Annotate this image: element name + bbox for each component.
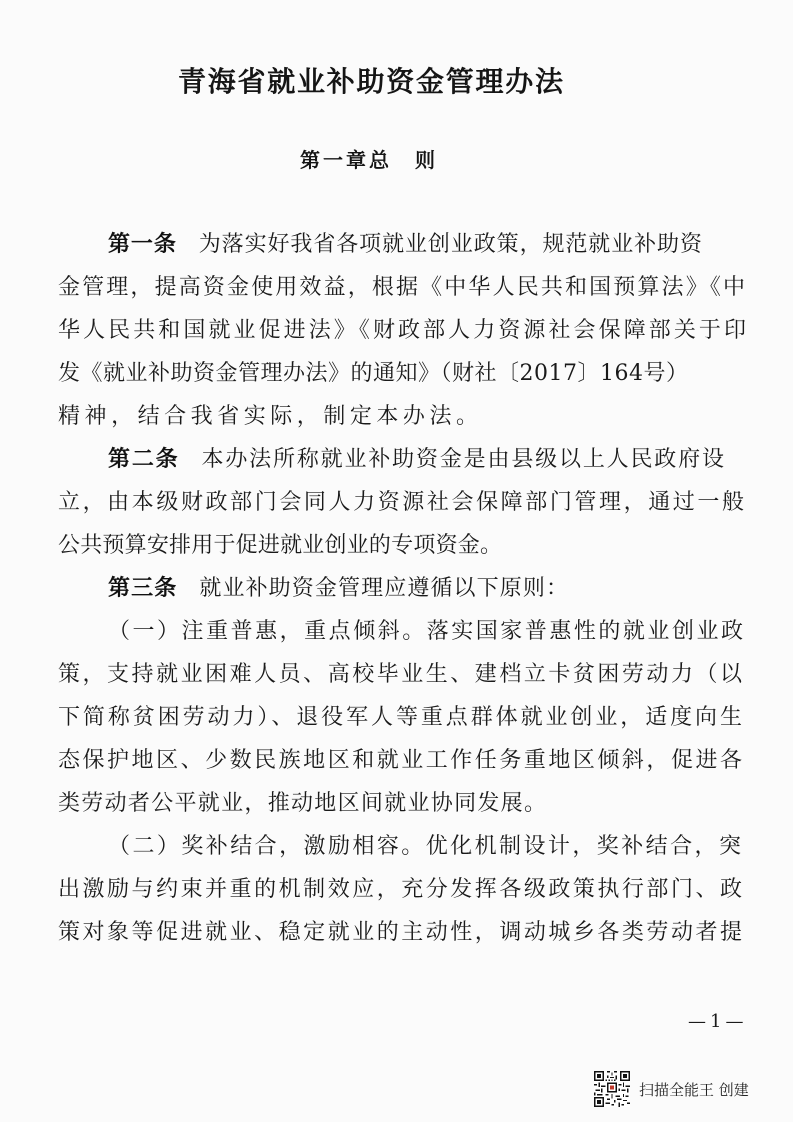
- page-number: —1—: [688, 1011, 748, 1032]
- article-3-line-1: [108, 567, 569, 610]
- principle-2-line: [0, 868, 793, 911]
- article-1-line: [0, 352, 793, 395]
- principle-1-line: [0, 610, 793, 653]
- article-2-line-2: 立，由本级财政部门会同人力资源社会保障部门管理，通过一般: [58, 490, 747, 515]
- principle-1-line: [0, 653, 793, 696]
- principle-2-line-1: （二）奖补结合，激励相容。优化机制设计，奖补结合，突: [108, 834, 744, 859]
- article-1-line-4: 发《就业补助资金管理办法》的通知》（财社〔2017〕164号）: [58, 361, 689, 386]
- article-3-label: 第三条: [108, 576, 178, 601]
- article-1-line: [0, 266, 793, 309]
- article-1-line: [0, 223, 793, 266]
- article-2-line: [0, 438, 793, 481]
- principle-1-line: [0, 782, 793, 825]
- principle-1-line-4: 态保护地区、少数民族地区和就业工作任务重地区倾斜，促进各: [58, 748, 745, 773]
- article-1-line-2: 金管理，提高资金使用效益，根据《中华人民共和国预算法》《中: [58, 275, 748, 300]
- article-3-line: [0, 567, 793, 610]
- article-2-line-3: 公共预算安排用于促进就业创业的专项资金。: [58, 533, 503, 558]
- article-1-label: 第一条: [108, 232, 177, 257]
- principle-2-line-2: 出激励与约束并重的机制效应，充分发挥各级政策执行部门、政: [58, 877, 745, 902]
- article-1-line: [0, 309, 793, 352]
- principle-2-line-3: 策对象等促进就业、稳定就业的主动性，调动城乡各类劳动者提: [58, 920, 745, 945]
- principle-1-line-5: 类劳动者公平就业，推动地区间就业协同发展。: [58, 791, 548, 816]
- document-body: [0, 223, 793, 954]
- principle-1-line-3: 下简称贫困劳动力）、退役军人等重点群体就业创业，适度向生: [58, 705, 745, 730]
- qr-code-icon: [594, 1071, 630, 1107]
- principle-1-line: [0, 696, 793, 739]
- principle-1-line: [0, 739, 793, 782]
- article-2-line-1: [108, 438, 726, 481]
- article-2-line: [0, 524, 793, 567]
- article-2-line: [0, 481, 793, 524]
- article-1-line: [0, 395, 793, 438]
- article-2-text: 本办法所称就业补助资金是由县级以上人民政府设: [201, 447, 726, 472]
- article-1-text: 为落实好我省各项就业创业政策，规范就业补助资: [198, 232, 703, 257]
- article-1-line-3: 华人民共和国就业促进法》《财政部人力资源社会保障部关于印: [58, 318, 750, 343]
- principle-1-line-1: （一）注重普惠，重点倾斜。落实国家普惠性的就业创业政: [108, 619, 746, 644]
- article-3-text: 就业补助资金管理应遵循以下原则：: [199, 576, 570, 601]
- scanner-watermark: [594, 1071, 769, 1109]
- principle-2-line: [0, 825, 793, 868]
- chapter-title: 第一章总 则: [300, 148, 438, 172]
- principle-1-line-2: 策，支持就业困难人员、高校毕业生、建档立卡贫困劳动力（以: [58, 662, 745, 687]
- document-title: 青海省就业补助资金管理办法: [178, 65, 565, 98]
- principle-2-line: [0, 911, 793, 954]
- article-2-label: 第二条: [108, 447, 180, 472]
- article-1-line-5: 精神，结合我省实际，制定本办法。: [58, 404, 483, 429]
- article-1-line-1: [108, 223, 703, 266]
- scanner-credit-text: 扫描全能王 创建: [639, 1081, 749, 1099]
